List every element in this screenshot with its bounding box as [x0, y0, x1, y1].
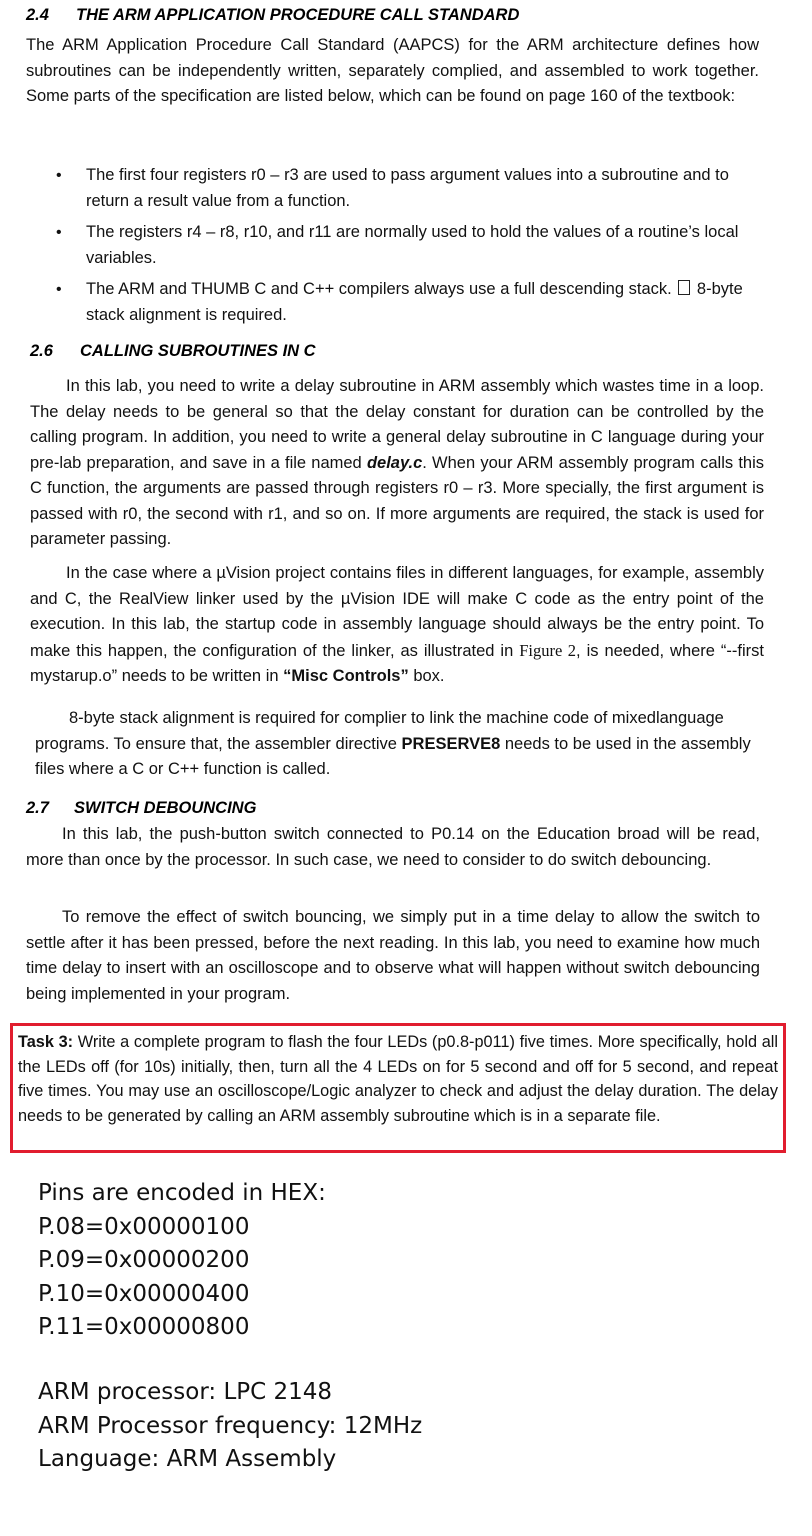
missing-glyph-box-icon [678, 280, 690, 295]
aapcs-intro-paragraph: The ARM Application Procedure Call Standard (AAPCS) for the ARM architecture defines how subroutines can be independently written, separately complied, and assembled to work together. Some parts of the specification are listed below, which can be found on page 160 of the textbook: [26, 36, 759, 105]
processor-notes [38, 1376, 422, 1477]
calling-subroutines-paragraph-3: 8-byte stack alignment is required for complier to link the machine code of mixedlanguage programs. To ensure that, the assembler directive PRESERVE8 needs to be used in the assembly files where a C or C++ function is called. [35, 709, 751, 778]
section-heading-2-6 [30, 342, 316, 361]
calling-subroutines-paragraph-1: In this lab, you need to write a delay subroutine in ARM assembly which wastes time in a loop. The delay needs to be general so that the delay constant for duration can be controlled by the calling program. In addition, you need to write a general delay subroutine in C language during your pre-lab preparation, and save in a file named delay.c. When your ARM assembly program calls this C function, the arguments are passed through registers r0 – r3. More specially, the first argument is passed with r0, the second with r1, and so on. If more arguments are required, the stack is used for parameter passing. [30, 377, 764, 548]
pin-encoding-notes [38, 1177, 326, 1345]
task-label: Task 3: [18, 1033, 74, 1051]
list-item: • The ARM and THUMB C and C++ compilers always use a full descending stack. 8-byte stack alignment is required. [50, 277, 762, 328]
section-title: SWITCH DEBOUNCING [74, 799, 257, 817]
task-text: Write a complete program to flash the four LEDs (p0.8-p011) five times. More specifically, hold all the LEDs off (for 10s) initially, then, turn all the 4 LEDs on for 5 second and off for 5 second, and repeat five times. You may use an oscilloscope/Logic analyzer to check and adjust the delay duration. The delay needs to be generated by calling an ARM assembly subroutine which is in a separate file. [18, 1033, 778, 1125]
section-number: 2.4 [26, 6, 49, 24]
filename-delay-c: delay.c [366, 453, 423, 472]
switch-debouncing-paragraph-1: In this lab, the push-button switch connected to P0.14 on the Education broad will be read, more than once by the processor. In such case, we need to consider to do switch debouncing. [26, 825, 760, 869]
pin-value: P.11=0x00000800 [38, 1314, 250, 1340]
section-heading-2-7 [26, 799, 256, 818]
frequency-line: ARM Processor frequency: 12MHz [38, 1412, 423, 1439]
language-line: Language: ARM Assembly [38, 1446, 337, 1472]
task-3-box [10, 1023, 786, 1153]
pin-value: P.08=0x00000100 [38, 1213, 250, 1240]
bullet-icon: • [56, 281, 62, 298]
bullet-icon: • [56, 167, 62, 184]
switch-debouncing-paragraph-2: To remove the effect of switch bouncing, we simply put in a time delay to allow the switch to settle after it has been pressed, before the next reading. In this lab, you need to examine how much time delay to insert with an oscilloscope and to observe what will happen without switch debouncing being implemented in your program. [26, 908, 760, 1003]
pins-heading: Pins are encoded in HEX: [38, 1180, 326, 1206]
section-title: THE ARM APPLICATION PROCEDURE CALL STANDARD [76, 6, 520, 24]
section-number: 2.6 [30, 342, 53, 360]
section-number: 2.7 [26, 799, 49, 817]
calling-subroutines-paragraph-2: In the case where a µVision project contains files in different languages, for example, assembly and C, the RealView linker used by the µVision IDE will make C code as the entry point of the execution. In this lab, the startup code in assembly language should always be the entry point. To make this happen, the configuration of the linker, as illustrated in Figure 2, is needed, where “--first mystarup.o” needs to be written in “Misc Controls” box. [30, 564, 764, 685]
figure-reference: Figure 2 [519, 640, 577, 660]
aapcs-bullet-list [50, 163, 762, 334]
preserve8-directive: PRESERVE8 [401, 734, 501, 753]
section-heading-2-4 [26, 6, 519, 25]
list-item: • The first four registers r0 – r3 are used to pass argument values into a subroutine and to return a result value from a function. [50, 163, 762, 214]
section-title: CALLING SUBROUTINES IN C [80, 342, 316, 360]
misc-controls-label: “Misc Controls” [283, 667, 409, 685]
pin-value: P.10=0x00000400 [38, 1280, 250, 1307]
bullet-icon: • [56, 224, 62, 241]
list-item: • The registers r4 – r8, r10, and r11 are normally used to hold the values of a routine’s local variables. [50, 220, 762, 271]
processor-line: ARM processor: LPC 2148 [38, 1379, 333, 1405]
pin-value: P.09=0x00000200 [38, 1247, 250, 1273]
